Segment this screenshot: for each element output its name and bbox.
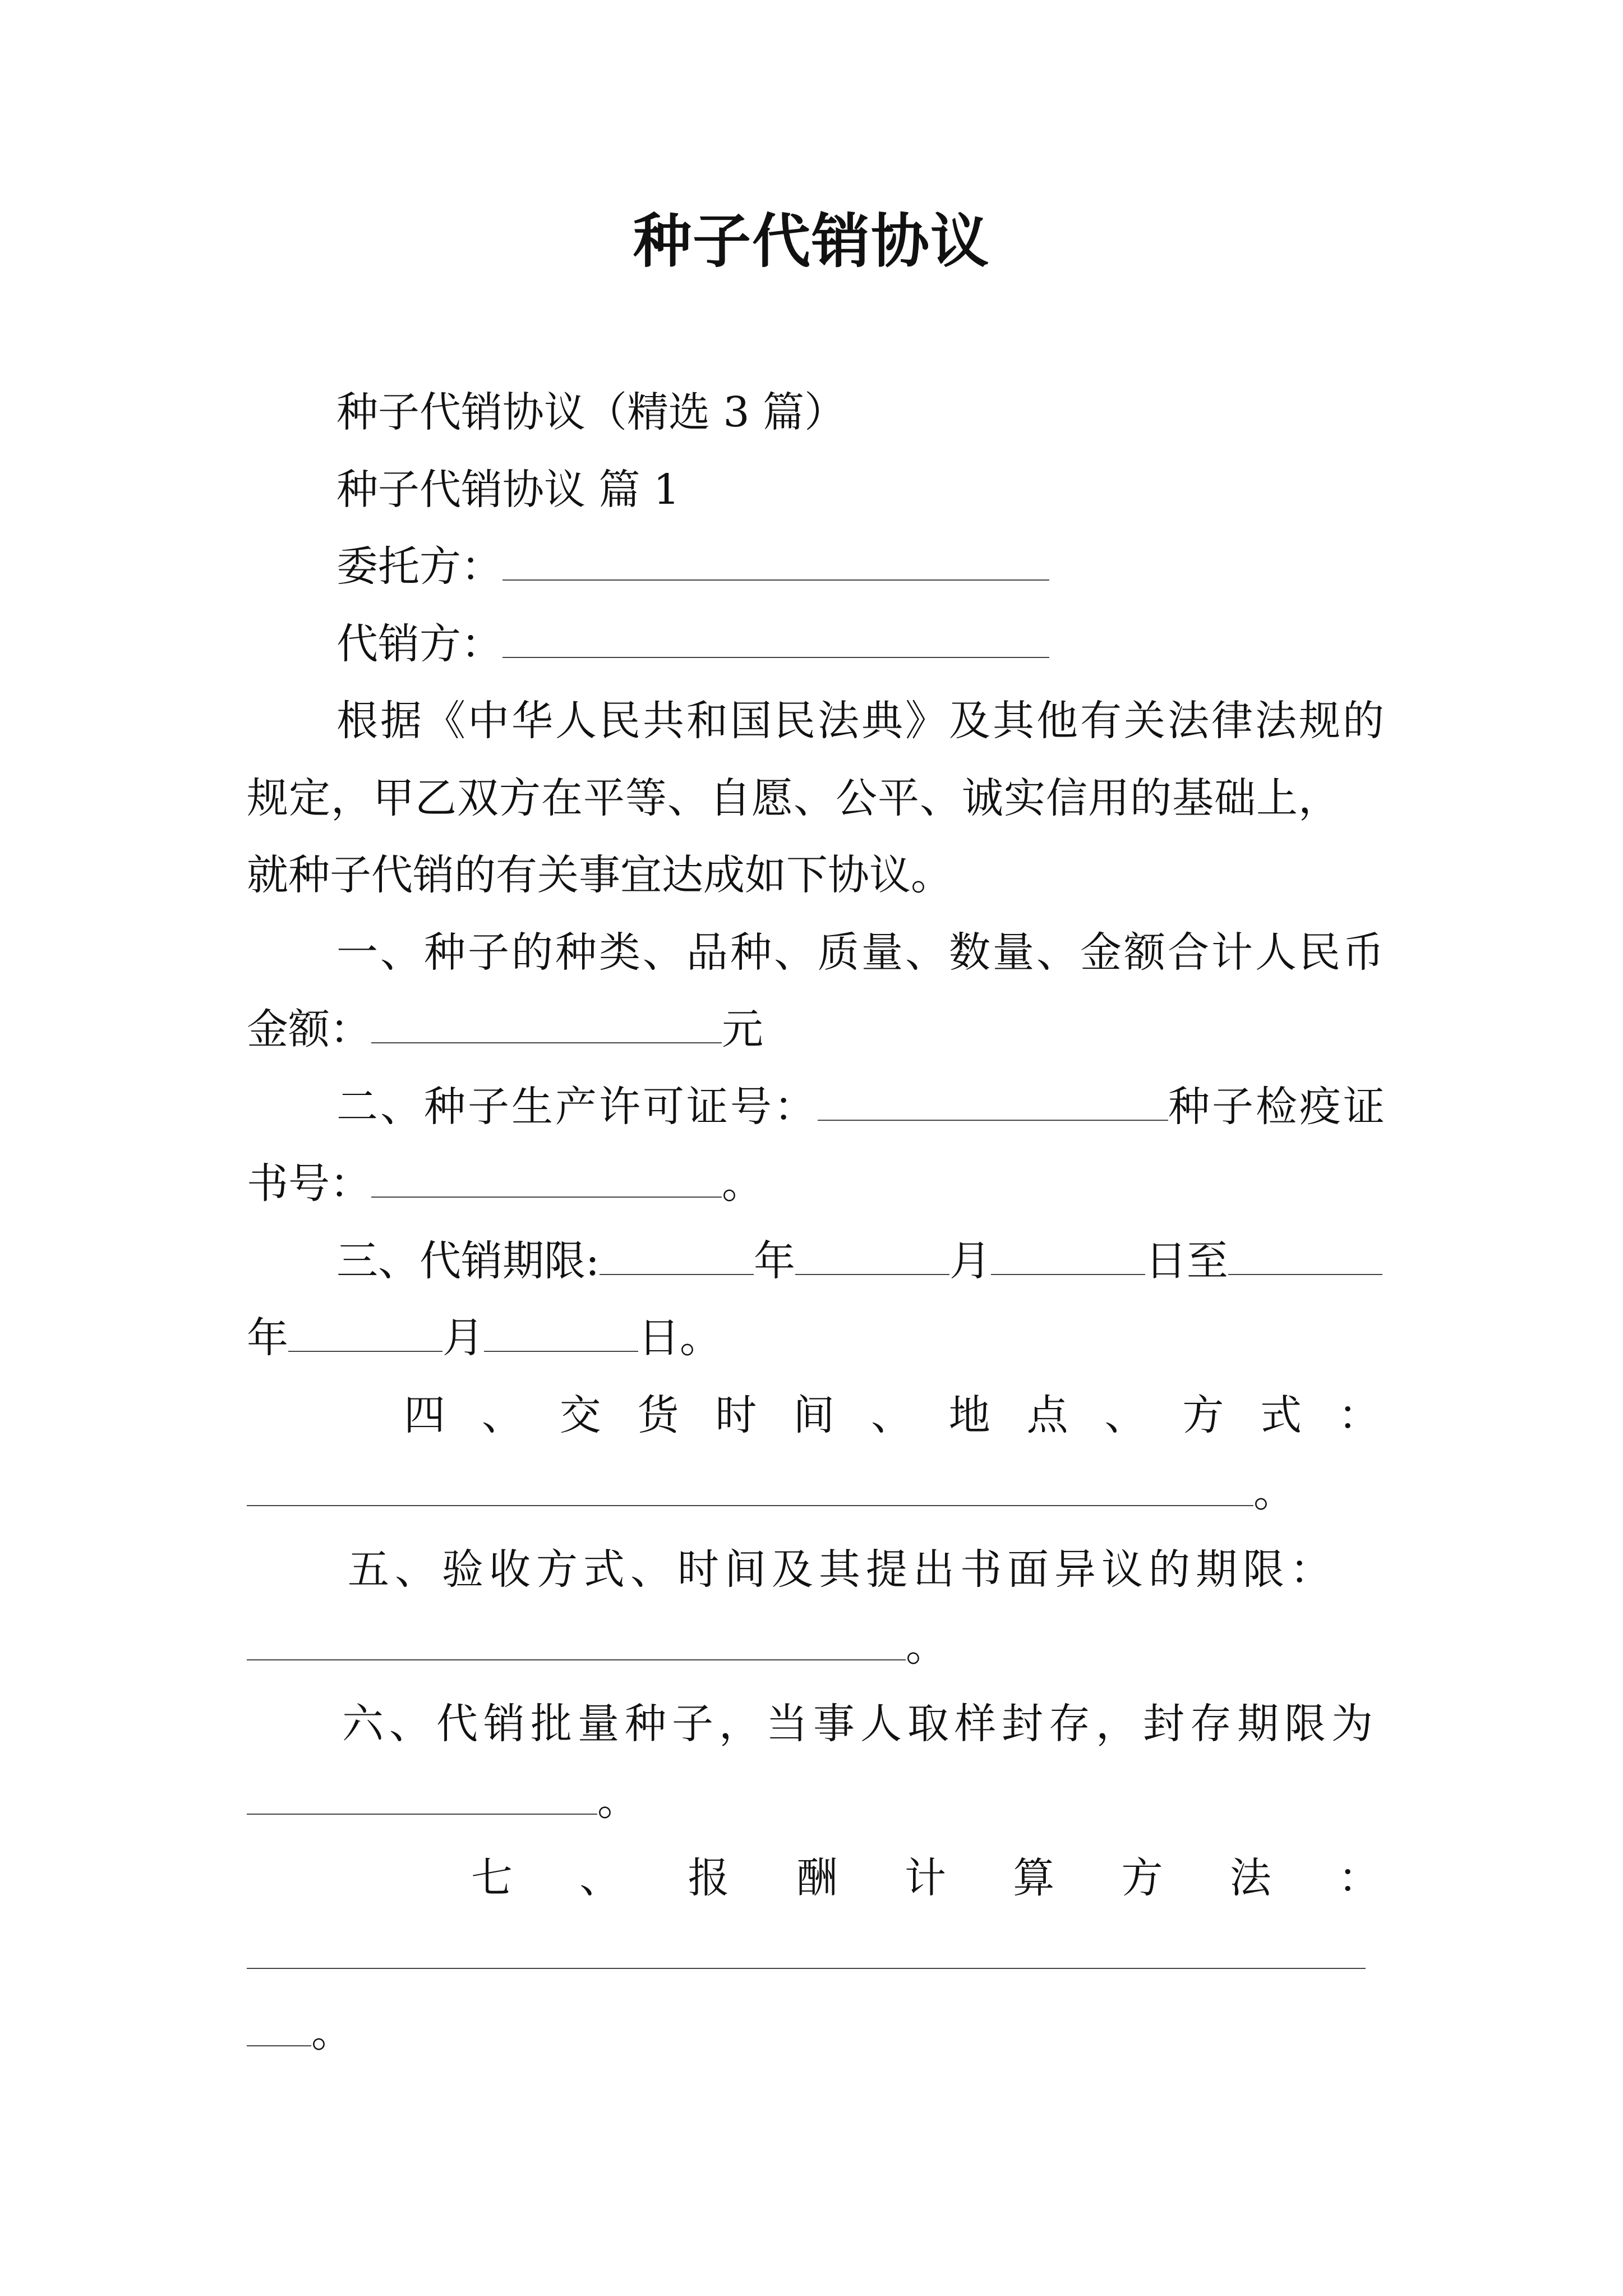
clause-7-line-2 bbox=[247, 1924, 1366, 1986]
clause-5-end: 。 bbox=[906, 1622, 947, 1671]
amount-label: 金额： bbox=[247, 1005, 371, 1053]
clause-6-line-2 bbox=[247, 1770, 639, 1832]
clause-2-line-2 bbox=[247, 1153, 763, 1214]
quarantine-label-cont: 书号： bbox=[247, 1159, 371, 1208]
end-day-label: 日。 bbox=[638, 1314, 721, 1362]
clause-4-line-2 bbox=[247, 1461, 1295, 1523]
clause-7-line-1 bbox=[471, 1847, 1380, 1909]
section-heading: 种子代销协议 篇 1 bbox=[336, 466, 680, 514]
clause-4-char: 地 bbox=[948, 1391, 990, 1439]
clause-3-line-1 bbox=[336, 1230, 1382, 1292]
clause-4-char: 四 bbox=[404, 1391, 445, 1439]
clause-4-blank bbox=[247, 1477, 1253, 1506]
clause-5-line-2 bbox=[247, 1616, 947, 1677]
clause-7-blank-cont bbox=[247, 2017, 311, 2046]
clause-7-char: 计 bbox=[905, 1854, 946, 1902]
intro-line-2: 规定，甲乙双方在平等、自愿、公平、诚实信用的基础上， bbox=[247, 774, 1340, 822]
clause-4-char: 、 bbox=[1104, 1391, 1146, 1439]
clause-7-line-3 bbox=[247, 2001, 353, 2063]
clause-4-char: 间 bbox=[793, 1391, 835, 1439]
end-month-blank bbox=[288, 1323, 442, 1352]
end-year-blank bbox=[1228, 1246, 1382, 1275]
start-year-label: 年 bbox=[753, 1237, 795, 1285]
clause-4-char: 方 bbox=[1182, 1391, 1224, 1439]
clause-7-char: 算 bbox=[1013, 1854, 1055, 1902]
agent-label: 代销方： bbox=[336, 620, 502, 668]
clause-4-char: 、 bbox=[481, 1391, 523, 1439]
clause-7-char: 报 bbox=[688, 1854, 730, 1902]
clause-4-char: 式 bbox=[1260, 1391, 1302, 1439]
principal-label: 委托方： bbox=[336, 542, 502, 591]
intro-line-1: 根据《中华人民共和国民法典》及其他有关法律法规的 bbox=[336, 697, 1386, 745]
agent-blank bbox=[502, 629, 1049, 658]
end-day-blank bbox=[484, 1323, 638, 1352]
clause-7-char: 、 bbox=[579, 1854, 621, 1902]
clause-4-char: 点 bbox=[1026, 1391, 1068, 1439]
clause-4-char: 、 bbox=[870, 1391, 912, 1439]
amount-blank bbox=[371, 1014, 722, 1043]
clause-6-end: 。 bbox=[597, 1777, 639, 1825]
clause-4-char: 货 bbox=[637, 1391, 679, 1439]
intro-line-3: 就种子代销的有关事宜达成如下协议。 bbox=[247, 851, 952, 899]
clause-4-line-1 bbox=[404, 1384, 1380, 1446]
clause-7-char: 七 bbox=[471, 1854, 513, 1902]
clause-4-end: 。 bbox=[1253, 1468, 1295, 1516]
amount-unit: 元 bbox=[722, 1005, 763, 1053]
license-label: 二、种子生产许可证号： bbox=[336, 1083, 818, 1131]
start-year-blank bbox=[600, 1246, 754, 1275]
principal-blank bbox=[502, 551, 1049, 581]
clause-2-line-1 bbox=[336, 1076, 1387, 1138]
clause-3-line-2 bbox=[247, 1307, 721, 1369]
clause-4-char: 时 bbox=[715, 1391, 757, 1439]
agent-line bbox=[336, 613, 1049, 675]
start-month-label: 月 bbox=[949, 1237, 991, 1285]
clause-4-char: 交 bbox=[559, 1391, 601, 1439]
clause-1-line-2 bbox=[247, 999, 763, 1060]
start-day-blank bbox=[991, 1246, 1145, 1275]
document-title: 种子代销协议 bbox=[633, 206, 990, 275]
clause-7-char: 法 bbox=[1229, 1854, 1271, 1902]
clause-7-char: ： bbox=[1338, 1854, 1380, 1902]
document-subtitle: 种子代销协议（精选 3 篇） bbox=[336, 388, 846, 436]
clause-7-char: 方 bbox=[1121, 1854, 1163, 1902]
clause-5-line-1: 五、验收方式、时间及其提出书面异议的期限： bbox=[348, 1545, 1337, 1594]
license-blank bbox=[818, 1092, 1168, 1121]
end-month-label: 月 bbox=[442, 1314, 484, 1362]
quarantine-blank bbox=[371, 1168, 722, 1198]
clause-7-char: 酬 bbox=[796, 1854, 838, 1902]
start-day-label: 日至 bbox=[1145, 1237, 1228, 1285]
clause-7-end: 。 bbox=[311, 2008, 353, 2056]
clause-5-blank bbox=[247, 1631, 906, 1660]
end-year-label: 年 bbox=[247, 1314, 288, 1362]
clause-6-line-1: 六、代销批量种子，当事人取样封存，封存期限为 bbox=[342, 1700, 1378, 1748]
principal-line bbox=[336, 536, 1049, 597]
clause-1-line-1: 一、种子的种类、品种、质量、数量、金额合计人民币 bbox=[336, 928, 1386, 977]
clause-7-blank bbox=[247, 1940, 1366, 1969]
quarantine-label: 种子检疫证 bbox=[1168, 1083, 1387, 1131]
start-month-blank bbox=[795, 1246, 949, 1275]
clause-4-char: ： bbox=[1338, 1391, 1380, 1439]
clause-6-blank bbox=[247, 1786, 597, 1815]
clause-2-end: 。 bbox=[722, 1159, 763, 1208]
period-label: 三、代销期限: bbox=[336, 1237, 600, 1285]
